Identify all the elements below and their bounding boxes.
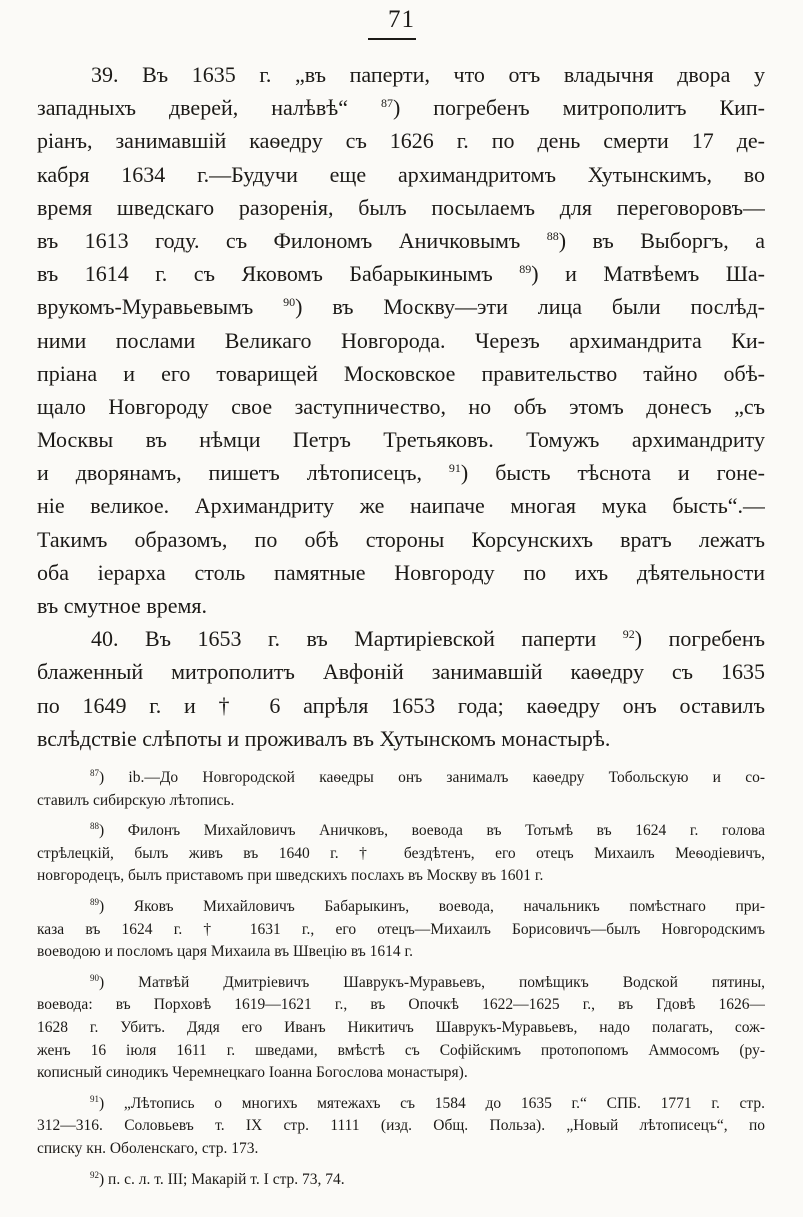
footnote-marker: 90: [283, 295, 296, 310]
footnote-line: воеводою и посломъ царя Михаила въ Швецію въ 1614 г.: [37, 943, 414, 961]
footnote-line: новгородецъ, былъ приставомъ при шведскихъ послахъ въ Москву въ 1601 г.: [37, 867, 544, 885]
footnotes: [37, 767, 765, 1191]
footnote-marker: 89: [90, 896, 99, 907]
footnote-marker: 92: [90, 1169, 99, 1180]
text-line: блаженный митрополитъ Авфоній занимавшій каѳедру съ 1635: [37, 659, 765, 685]
footnote-line: каза въ 1624 г. † 1631 г., его отецъ—Михаилъ Борисовичъ—былъ Новгородскимъ: [37, 920, 765, 938]
text-line: Такимъ образомъ, по обѣ стороны Корсунскихъ вратъ лежатъ: [37, 526, 765, 552]
text-line: 39. Въ 1635 г. „въ паперти, что отъ владычня двора у: [91, 62, 765, 87]
footnote-line: $^{91}$) „Лѣтопись о многихъ мятежахъ съ 1584 до 1635 г.“ СПБ. 1771 г. стр.: [90, 1093, 765, 1112]
text-line: пріана и его товарищей Московское правительство тайно обѣ-: [37, 360, 765, 386]
footnote-line: $^{89}$) Яковъ Михайловичъ Бабарыкинъ, воевода, начальникъ помѣстнаго при-: [90, 896, 765, 915]
footnote-marker: 91: [448, 461, 461, 476]
text-line: ними послами Великаго Новгорода. Черезъ архимандрита Ки-: [37, 327, 765, 353]
footnote-line: 1628 г. Убитъ. Дядя его Иванъ Никитичъ Шаврукъ-Муравьевъ, надо полагать, сож-: [37, 1018, 765, 1036]
footnote-marker: 87: [380, 96, 393, 111]
footnote-marker: 88: [90, 821, 99, 832]
text-line: по 1649 г. и † 6 апрѣля 1653 года; каѳедру онъ оставилъ: [37, 692, 765, 718]
text-line: 40. Въ 1653 г. въ Мартиріевской паперти $^{92}$) погребенъ: [91, 626, 765, 652]
main-text: [37, 58, 765, 755]
footnote-line: $^{90}$) Матвѣй Дмитріевичъ Шаврукъ-Муравьевъ, помѣщикъ Водской пятины,: [90, 972, 765, 991]
footnote: [37, 1093, 765, 1161]
footnote-marker: 89: [519, 262, 532, 277]
text-line: вслѣдствіе слѣпоты и проживалъ въ Хутынскомъ монастырѣ.: [37, 725, 611, 751]
footnote-marker: 92: [622, 627, 635, 642]
footnote: [37, 896, 765, 964]
footnote-line: $^{88}$) Филонъ Михайловичъ Аничковъ, воевода въ Тотьмѣ въ 1624 г. голова: [90, 821, 765, 840]
footnote-line: 312—316. Соловьевъ т. IX стр. 1111 (изд. Общ. Польза). „Новый лѣтописецъ“, по: [37, 1117, 765, 1135]
text-line: оба іерарха столь памятные Новгороду по ихъ дѣятельности: [37, 559, 765, 585]
text-line: и дворянамъ, пишетъ лѣтописецъ, $^{91}$) бысть тѣснота и гоне-: [37, 460, 765, 486]
footnote: [37, 820, 765, 888]
text-line: время шведскаго разоренія, былъ посылаемъ для переговоровъ—: [37, 194, 765, 220]
text-line: Москвы въ нѣмци Петръ Третьяковъ. Томужъ архимандриту: [37, 427, 765, 453]
footnote-marker: 90: [90, 972, 99, 983]
footnote-line: списку кн. Оболенскаго, стр. 173.: [37, 1139, 259, 1157]
page-number: 71: [388, 6, 415, 33]
text-line: западныхъ дверей, налѣвѣ“ $^{87}$) погребенъ митрополитъ Кип-: [37, 95, 765, 121]
text-line: въ 1613 году. съ Филономъ Аничковымъ $^{88}$) въ Выборгъ, а: [37, 227, 765, 253]
footnote-line: стрѣлецкій, былъ живъ въ 1640 г. † бездѣтенъ, его отецъ Михаилъ Меѳодіевичъ,: [37, 844, 765, 862]
text-line: въ 1614 г. съ Яковомъ Бабарыкинымъ $^{89}$) и Матвѣемъ Ша-: [37, 261, 765, 287]
footnote-line: $^{92}$) п. с. л. т. III; Макарій т. I стр. 73, 74.: [90, 1169, 345, 1188]
footnote-line: ставилъ сибирскую лѣтопись.: [37, 791, 235, 809]
page-number-rule: [368, 38, 416, 40]
footnote-line: кописный синодикъ Черемнецкаго Іоанна Богослова монастыря).: [37, 1064, 468, 1082]
footnote-line: женъ 16 іюля 1611 г. шведами, вмѣстѣ съ Софійскимъ протопопомъ Аммосомъ (ру-: [37, 1041, 765, 1059]
text-line: въ смутное время.: [37, 593, 208, 618]
footnote-line: воевода: въ Порховѣ 1619—1621 г., въ Опочкѣ 1622—1625 г., въ Гдовѣ 1626—: [37, 996, 765, 1014]
text-line: ніе великое. Архимандриту же наипаче многая мука бысть“.—: [37, 493, 765, 519]
text-line: щало Новгороду свое заступничество, но объ этомъ донесъ „съ: [37, 393, 765, 419]
text-line: врукомъ-Муравьевымъ $^{90}$) въ Москву—эти лица были послѣд-: [37, 294, 765, 320]
footnote-marker: 88: [546, 228, 559, 243]
footnote: [37, 972, 765, 1085]
text-line: кабря 1634 г.—Будучи еще архимандритомъ Хутынскимъ, во: [37, 161, 765, 187]
footnote: [37, 767, 765, 812]
footnote-line: $^{87}$) ib.—До Новгородской каѳедры онъ занималъ каѳедру Тобольскую и со-: [90, 768, 765, 786]
text-line: ріанъ, занимавшій каѳедру съ 1626 г. по день смерти 17 де-: [37, 128, 765, 154]
footnote-marker: 87: [90, 768, 99, 778]
footnote: [37, 1169, 765, 1192]
footnote-marker: 91: [90, 1093, 99, 1104]
